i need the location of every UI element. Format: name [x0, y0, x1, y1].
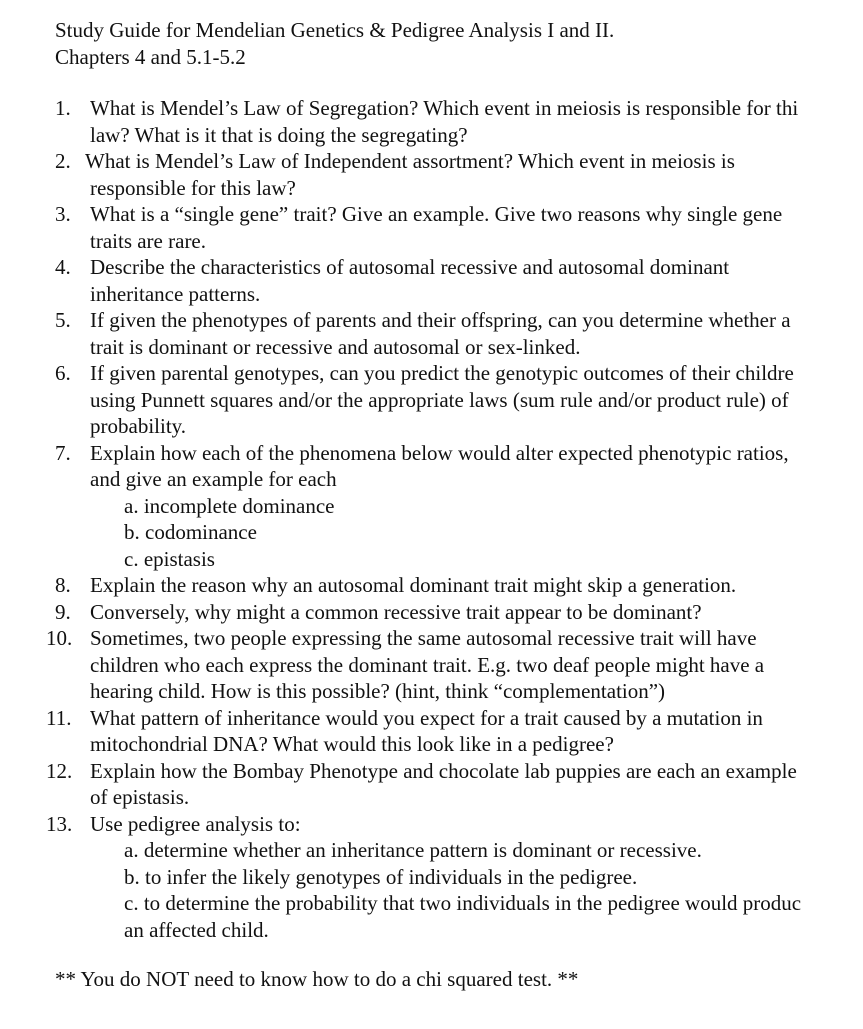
- question-line: using Punnett squares and/or the appropriate laws (sum rule and/or product rule) of: [90, 387, 789, 412]
- title-block: [55, 17, 614, 71]
- question-number: 2.: [55, 149, 71, 173]
- question-item: [0, 811, 863, 838]
- question-line: Explain the reason why an autosomal dominant trait might skip a generation.: [90, 573, 737, 597]
- footer-note: ** You do NOT need to know how to do a chi squared test. **: [55, 967, 579, 991]
- question-item: [0, 625, 863, 705]
- question-number: 9.: [55, 599, 71, 624]
- question-line: Describe the characteristics of autosomal recessive and autosomal dominant: [90, 255, 730, 279]
- sub-item: b. codominance: [124, 520, 257, 544]
- question-item: [0, 201, 863, 254]
- question-list: [0, 95, 863, 943]
- question-item: [0, 254, 863, 307]
- question-line: If given the phenotypes of parents and their offspring, can you determine whether a: [90, 308, 791, 332]
- sub-item: a. determine whether an inheritance pattern is dominant or recessive.: [124, 838, 702, 862]
- question-item: [0, 360, 863, 440]
- sub-item: c. to determine the probability that two individuals in the pedigree would produc: [124, 891, 802, 915]
- question-line: Sometimes, two people expressing the same autosomal recessive trait will have: [90, 626, 757, 650]
- question-line: If given parental genotypes, can you predict the genotypic outcomes of their childre: [90, 361, 794, 385]
- question-number: 10.: [46, 626, 73, 650]
- question-line: Use pedigree analysis to:: [90, 811, 301, 836]
- sub-item: c. epistasis: [124, 546, 215, 571]
- question-number: 7.: [55, 440, 71, 465]
- question-number: 6.: [55, 361, 71, 385]
- question-line: responsible for this law?: [90, 175, 296, 200]
- sub-item: b. to infer the likely genotypes of individuals in the pedigree.: [124, 864, 638, 889]
- question-line: mitochondrial DNA? What would this look like in a pedigree?: [90, 732, 614, 756]
- question-item: [0, 572, 863, 599]
- question-number: 8.: [55, 573, 71, 597]
- question-item: [0, 705, 863, 758]
- question-line: Conversely, why might a common recessive trait appear to be dominant?: [90, 599, 702, 624]
- question-line: Explain how each of the phenomena below would alter expected phenotypic ratios,: [90, 440, 789, 465]
- question-item: [0, 148, 863, 201]
- question-line: traits are rare.: [90, 228, 207, 253]
- question-line: children who each express the dominant trait. E.g. two deaf people might have a: [90, 652, 765, 677]
- question-line: and give an example for each: [90, 467, 337, 491]
- question-item: [0, 307, 863, 360]
- question-line: law? What is it that is doing the segregating?: [90, 122, 468, 147]
- question-number: 5.: [55, 308, 71, 332]
- question-line: trait is dominant or recessive and autosomal or sex-linked.: [90, 334, 581, 359]
- question-item: [0, 440, 863, 493]
- question-number: 3.: [55, 202, 71, 226]
- question-item: [0, 95, 863, 148]
- question-line: hearing child. How is this possible? (hint, think “complementation”): [90, 679, 666, 703]
- question-number: 1.: [55, 96, 71, 120]
- question-line: probability.: [90, 414, 187, 438]
- page-title: Study Guide for Mendelian Genetics & Pedigree Analysis I and II.: [55, 18, 615, 42]
- question-line: What is Mendel’s Law of Independent assortment? Which event in meiosis is: [85, 149, 735, 173]
- question-line: What is a “single gene” trait? Give an example. Give two reasons why single gene: [90, 202, 783, 226]
- sub-item: a. incomplete dominance: [124, 493, 335, 518]
- question-line: inheritance patterns.: [90, 281, 261, 306]
- question-line: Explain how the Bombay Phenotype and chocolate lab puppies are each an example: [90, 758, 797, 783]
- question-line: What pattern of inheritance would you expect for a trait caused by a mutation in: [90, 705, 763, 730]
- question-item: [0, 758, 863, 811]
- sub-item: an affected child.: [124, 917, 269, 942]
- question-item: [0, 599, 863, 626]
- question-number: 4.: [55, 255, 71, 279]
- question-line: of epistasis.: [90, 785, 190, 809]
- question-number: 11.: [46, 705, 72, 730]
- question-number: 12.: [46, 758, 73, 783]
- question-line: What is Mendel’s Law of Segregation? Which event in meiosis is responsible for thi: [90, 96, 799, 120]
- page-subtitle: Chapters 4 and 5.1-5.2: [55, 45, 246, 69]
- question-number: 13.: [46, 811, 73, 836]
